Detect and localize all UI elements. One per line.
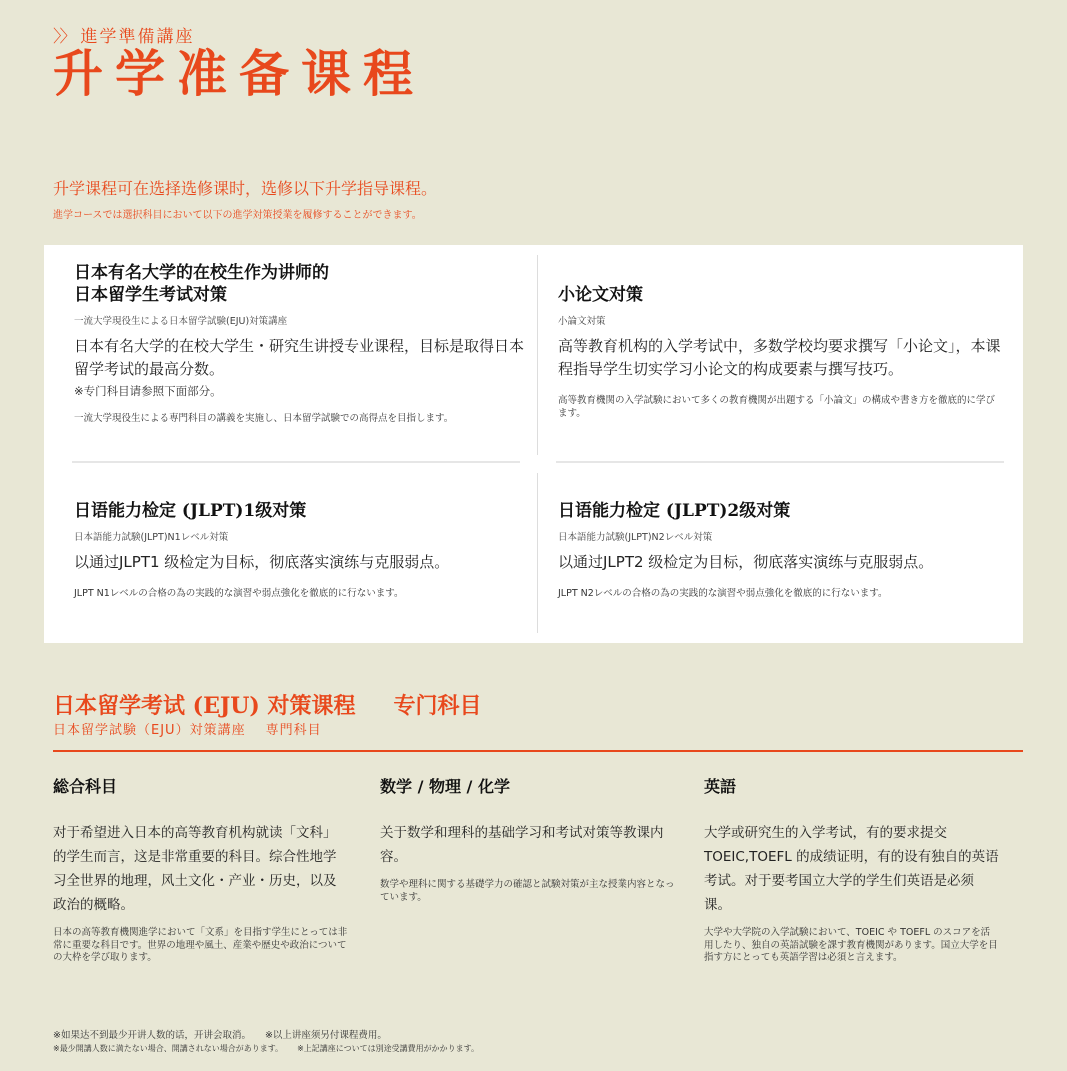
eyebrow-label: 進学準備講座 [80,27,195,47]
course-essay [558,284,1003,420]
course-title: 日语能力检定 (JLPT)1级对策 [74,501,307,521]
section-subtitle-main: 日本留学試験（EJU）対策講座 [53,723,246,738]
section-title [53,689,482,720]
course-title-line: 日本留学生考试对策 [74,285,227,305]
footer-note: ※如果达不到最少开讲人数的话，开讲会取消。 [53,1030,251,1041]
subject-title: 英語 [704,777,737,796]
course-body: 日本有名大学的在校大学生・研究生讲授专业课程，目标是取得日本留学考试的最高分数。 [74,337,525,378]
subject-body: 对于希望进入日本的高等教育机构就读「文科」的学生而言，这是非常重要的科目。综合性地学习全世界的地理，风土文化・产业・历史，以及政治的概略。 [53,825,337,913]
course-body: 高等教育机构的入学考试中，多数学校均要求撰写「小论文」，本课程指导学生切实学习小论文的构成要素与撰写技巧。 [558,337,1001,378]
footer-note: ※最少開講人数に満たない場合、開講されない場合があります。 [53,1044,284,1053]
course-title [74,262,524,306]
course-jp: 一流大学現役生による専門科目の講義を実施し、日本留学試験での高得点を目指します。 [74,413,454,424]
vertical-divider [537,255,538,455]
footer-note: ※上記講座については別途受講費用がかかります。 [297,1044,479,1053]
course-jp: JLPT N1レベルの合格の為の実践的な演習や弱点強化を徹底的に行ないます。 [74,588,404,599]
subject-general [53,774,348,965]
course-note: ※专门科目请参照下面部分。 [74,384,222,398]
course-subtitle: 小論文対策 [558,316,606,327]
section-subtitle [53,719,322,738]
page-title: 升学准备课程 [53,44,425,103]
subject-title: 総合科目 [53,777,118,796]
subject-body: 关于数学和理科的基础学习和考试对策等教课内容。 [380,825,664,865]
horizontal-divider [72,461,520,463]
section-title-main: 日本留学考试 (EJU) 对策课程 [53,693,356,719]
section-subtitle-suffix: 専門科目 [265,723,322,738]
intro-jp: 進学コースでは選択科目において以下の進学対策授業を履修することができます。 [53,210,422,221]
course-subtitle: 一流大学現役生による日本留学試験(EJU)対策講座 [74,316,288,327]
course-jp: JLPT N2レベルの合格の為の実践的な演習や弱点強化を徹底的に行ないます。 [558,588,888,599]
section-rule [53,750,1023,752]
course-title: 小论文对策 [558,285,643,305]
course-title: 日语能力检定 (JLPT)2级对策 [558,501,791,521]
footer-note: ※以上讲座须另付课程费用。 [264,1030,387,1041]
footer-note-jp [53,1043,479,1054]
footer-note-cn [53,1027,387,1041]
course-jlpt-n2 [558,500,1003,600]
course-title-line: 日本有名大学的在校生作为讲师的 [74,263,329,283]
subject-jp: 大学や大学院の入学試験において、TOEIC や TOEFL のスコアを活用したり、独自の英語試験を課す教育機関があります。国立大学を目指す方にとっても英語学習は必須と言えます。 [704,927,998,963]
subject-jp: 日本の高等教育機関進学において「文系」を目指す学生にとっては非常に重要な科目です。世界の地理や風土、産業や歴史や政治についての大枠を学び取ります。 [53,927,348,963]
vertical-divider [537,473,538,633]
subject-body: 大学或研究生的入学考试，有的要求提交TOEIC,TOEFL 的成绩证明，有的设有独自的英语考试。对于要考国立大学的学生们英语是必须课。 [704,825,999,913]
section-title-suffix: 专门科目 [393,693,482,719]
subject-science [380,774,675,904]
course-subtitle: 日本語能力試験(JLPT)N1レベル対策 [74,532,229,543]
course-body: 以通过JLPT2 级检定为目标，彻底落实演练与克服弱点。 [558,553,934,571]
course-eju-lecturer [74,262,524,425]
subject-title: 数学 / 物理 / 化学 [380,777,510,796]
course-body: 以通过JLPT1 级检定为目标，彻底落实演练与克服弱点。 [74,553,450,571]
course-jlpt-n1 [74,500,524,600]
horizontal-divider [556,461,1004,463]
course-subtitle: 日本語能力試験(JLPT)N2レベル対策 [558,532,713,543]
chevron-right-icon: 〉〉 [53,27,75,47]
subject-jp: 数学や理科に関する基礎学力の確認と試験対策が主な授業内容となっています。 [380,879,675,903]
intro-cn: 升学课程可在选择选修课时，选修以下升学指导课程。 [53,179,438,198]
subject-english [704,774,999,965]
course-jp: 高等教育機関の入学試験において多くの教育機関が出題する「小論文」の構成や書き方を徹底的に学びます。 [558,395,996,419]
course-card [44,245,1023,643]
